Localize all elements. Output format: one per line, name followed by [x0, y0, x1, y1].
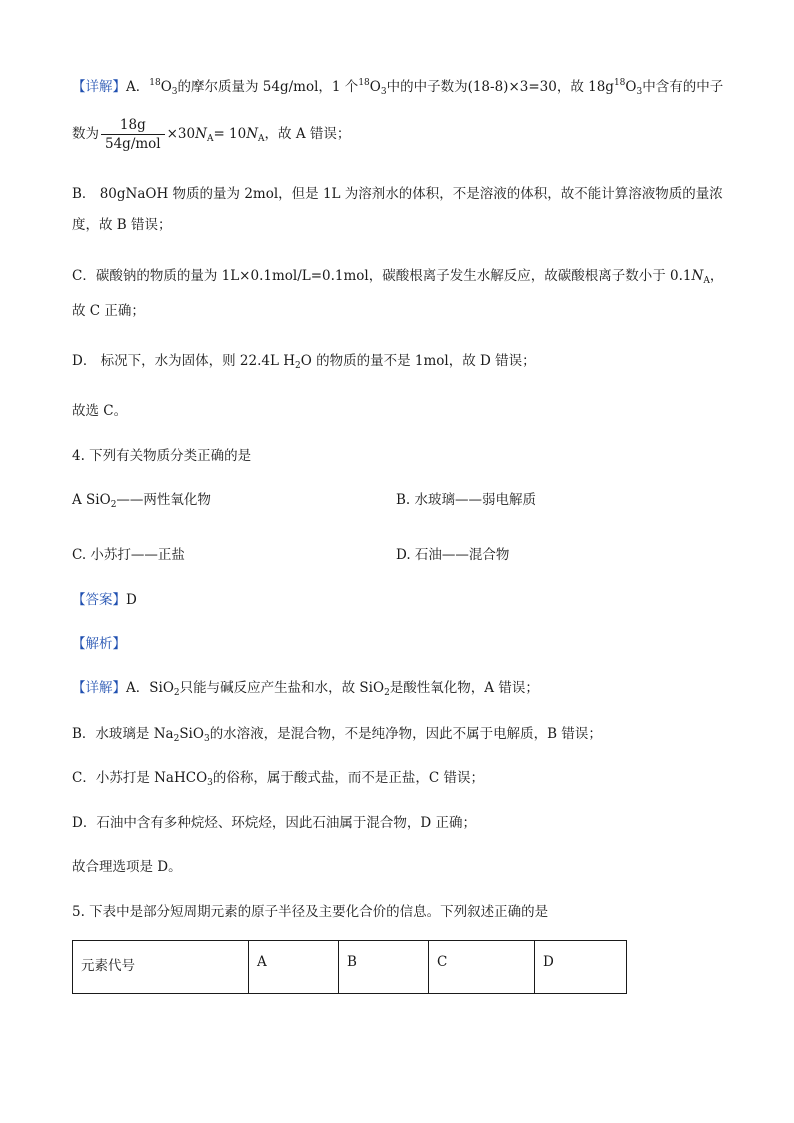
q3-detail-b-line1: B． 80gNaOH 物质的量为 2mol，但是 1L 为溶剂水的体积，不是溶液的体积，故不能计算溶液物质的量浓: [72, 186, 723, 202]
q3-detail-b-line2: 度，故 B 错误；: [72, 217, 172, 233]
q3-detail-c-line2: 故 C 正确；: [72, 303, 145, 319]
q4-conclusion: 故合理选项是 D。: [72, 859, 182, 875]
fraction: $\frac{18g}{\text{54g/mol}}$: [101, 116, 165, 153]
q4-option-c: C. 小苏打——正盐: [72, 547, 185, 563]
q5-stem: 5. 下表中是部分短周期元素的原子半径及主要化合价的信息。下列叙述正确的是: [72, 904, 549, 920]
q4-option-b: B. 水玻璃——弱电解质: [396, 492, 537, 508]
q3-detail-d-line: D． 标况下，水为固体，则 22.4L $H_2O$ 的物质的量不是 1mol，故 D 错误；: [72, 353, 536, 371]
q3-detail-c-line1: C．碳酸钠的物质的量为 1L×0.1mol/L=0.1mol，碳酸根离子发生水解反应，故碳酸根离子数小于 $0.1N_A$，: [72, 268, 724, 286]
q4-detail-d: D．石油中含有多种烷烃、环烷烃，因此石油属于混合物，D 正确；: [72, 815, 476, 831]
q3-conclusion: 故选 C。: [72, 403, 128, 419]
table-cell: C: [429, 941, 535, 994]
q4-detail-b: B．水玻璃是 $Na_2SiO_3$的水溶液，是混合物，不是纯净物，因此不属于电解质，B 错误；: [72, 726, 602, 744]
q3-detail-a-line2: 数为 $\frac{18g}{\text{54g/mol}}$ $\times 30N_A= 10N_A$，故 A 错误；: [72, 117, 351, 152]
q4-detail-c: C．小苏打是 NaHCO$_3$的俗称，属于酸式盐，而不是正盐，C 错误；: [72, 770, 485, 788]
table-cell: 元素代号: [73, 941, 249, 994]
table-cell: D: [535, 941, 627, 994]
detail-tag: 【详解】: [72, 680, 126, 696]
q4-answer: 【答案】D: [72, 592, 137, 608]
q4-option-d: D. 石油——混合物: [396, 547, 510, 563]
q4-analysis-tag: 【解析】: [72, 636, 126, 652]
q4-detail-a: 【详解】A．SiO$_2$只能与碱反应产生盐和水，故 SiO$_2$是酸性氧化物，A 错误；: [72, 680, 539, 698]
table-cell: A: [249, 941, 339, 994]
q3-detail-a-line1: 【详解】A．$^{18}O_3$的摩尔质量为 54g/mol，1 个$^{18}O_3$中的中子数为(18-8)×3=30，故 $18g^{18}O_3$中含有的中子: [72, 78, 724, 97]
q4-stem: 4. 下列有关物质分类正确的是: [72, 448, 252, 464]
table-row: [73, 941, 627, 994]
table-cell: B: [339, 941, 429, 994]
answer-tag: 【答案】: [72, 592, 126, 608]
detail-tag: 【详解】: [72, 79, 126, 95]
q4-option-a: A SiO$_2$——两性氧化物: [72, 492, 211, 510]
element-table: [72, 940, 627, 994]
